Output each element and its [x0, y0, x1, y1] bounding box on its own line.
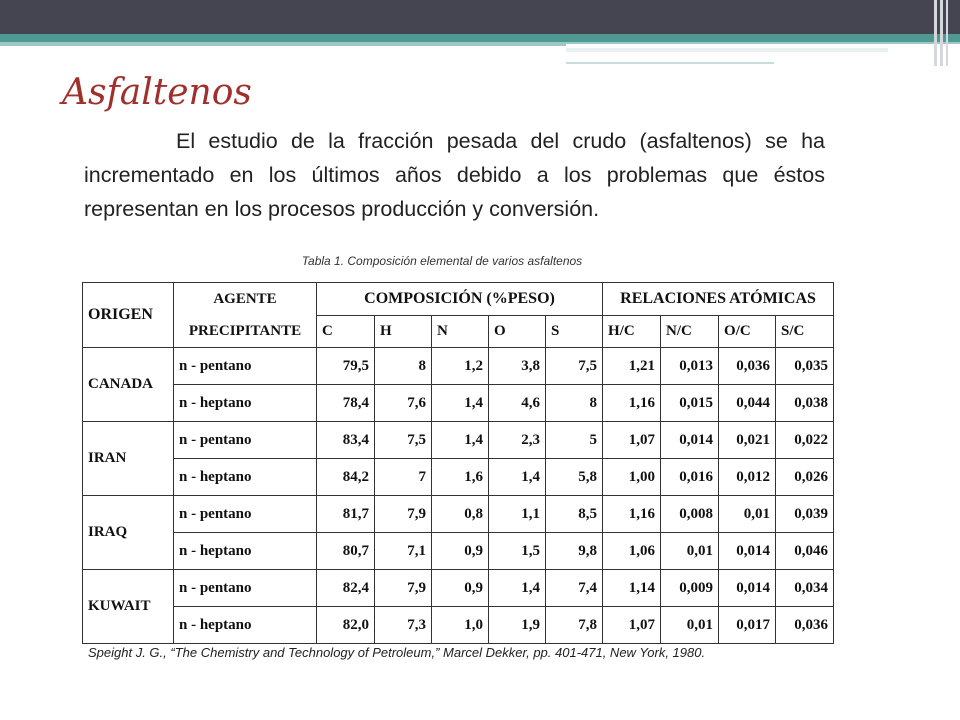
accent-line	[566, 48, 888, 52]
value-cell: 8,5	[546, 496, 603, 533]
value-cell: 0,038	[776, 385, 834, 422]
col-header: N	[432, 316, 489, 348]
col-header: O/C	[719, 316, 776, 348]
decorative-stripe	[940, 0, 943, 66]
value-cell: 0,036	[719, 348, 776, 385]
value-cell: 80,7	[317, 533, 375, 570]
value-cell: 8	[546, 385, 603, 422]
value-cell: 0,039	[776, 496, 834, 533]
agent-cell: n - heptano	[174, 607, 317, 644]
origin-cell: CANADA	[83, 348, 174, 422]
value-cell: 1,14	[603, 570, 661, 607]
value-cell: 0,017	[719, 607, 776, 644]
table-row	[83, 348, 834, 385]
table-row	[83, 570, 834, 607]
value-cell: 0,012	[719, 459, 776, 496]
value-cell: 0,9	[432, 570, 489, 607]
agent-cell: n - pentano	[174, 496, 317, 533]
value-cell: 1,1	[489, 496, 546, 533]
agent-cell: n - pentano	[174, 348, 317, 385]
value-cell: 0,035	[776, 348, 834, 385]
value-cell: 1,07	[603, 422, 661, 459]
origin-cell: IRAQ	[83, 496, 174, 570]
table-body	[83, 348, 834, 644]
value-cell: 0,046	[776, 533, 834, 570]
value-cell: 78,4	[317, 385, 375, 422]
value-cell: 7,5	[375, 422, 432, 459]
value-cell: 7,4	[546, 570, 603, 607]
col-header: C	[317, 316, 375, 348]
origin-cell: KUWAIT	[83, 570, 174, 644]
value-cell: 1,16	[603, 385, 661, 422]
value-cell: 7,8	[546, 607, 603, 644]
value-cell: 0,044	[719, 385, 776, 422]
value-cell: 5	[546, 422, 603, 459]
value-cell: 1,4	[432, 422, 489, 459]
value-cell: 1,4	[489, 570, 546, 607]
accent-line	[566, 62, 774, 64]
agent-cell: n - heptano	[174, 385, 317, 422]
header-row	[83, 283, 834, 316]
table-row	[83, 459, 834, 496]
value-cell: 0,008	[661, 496, 719, 533]
value-cell: 0,022	[776, 422, 834, 459]
value-cell: 0,014	[719, 570, 776, 607]
value-cell: 7,6	[375, 385, 432, 422]
table-caption: Tabla 1. Composición elemental de varios asfaltenos	[301, 254, 583, 268]
value-cell: 5,8	[546, 459, 603, 496]
value-cell: 1,4	[432, 385, 489, 422]
col-header: S	[546, 316, 603, 348]
value-cell: 7,5	[546, 348, 603, 385]
value-cell: 7,9	[375, 496, 432, 533]
value-cell: 0,026	[776, 459, 834, 496]
agent-cell: n - heptano	[174, 533, 317, 570]
value-cell: 1,16	[603, 496, 661, 533]
col-header: H/C	[603, 316, 661, 348]
accent-band	[0, 34, 960, 42]
value-cell: 0,013	[661, 348, 719, 385]
value-cell: 1,6	[432, 459, 489, 496]
accent-line	[0, 42, 566, 46]
value-cell: 83,4	[317, 422, 375, 459]
col-header: S/C	[776, 316, 834, 348]
col-header: H	[375, 316, 432, 348]
agent-cell: n - pentano	[174, 422, 317, 459]
value-cell: 0,01	[661, 533, 719, 570]
intro-paragraph: El estudio de la fracción pesada del crudo (asfaltenos) se ha incrementado en los últimos años debido a los problemas que éstos representan en los procesos producción y conversión.	[84, 129, 825, 221]
value-cell: 8	[375, 348, 432, 385]
top-bar	[0, 0, 960, 34]
value-cell: 7,3	[375, 607, 432, 644]
value-cell: 0,01	[661, 607, 719, 644]
col-header: N/C	[661, 316, 719, 348]
slide-title: Asfaltenos	[62, 72, 252, 113]
value-cell: 82,0	[317, 607, 375, 644]
agent-header	[174, 283, 317, 348]
decorative-stripe	[946, 0, 948, 66]
value-cell: 1,21	[603, 348, 661, 385]
value-cell: 1,0	[432, 607, 489, 644]
col-header: O	[489, 316, 546, 348]
value-cell: 0,021	[719, 422, 776, 459]
composition-header: COMPOSICIÓN (%PESO)	[317, 283, 603, 316]
value-cell: 1,07	[603, 607, 661, 644]
value-cell: 1,9	[489, 607, 546, 644]
value-cell: 1,2	[432, 348, 489, 385]
value-cell: 0,014	[719, 533, 776, 570]
value-cell: 1,5	[489, 533, 546, 570]
decorative-stripe	[934, 0, 937, 66]
table-row	[83, 496, 834, 533]
origin-header: ORIGEN	[83, 283, 174, 348]
value-cell: 0,036	[776, 607, 834, 644]
value-cell: 3,8	[489, 348, 546, 385]
value-cell: 0,9	[432, 533, 489, 570]
accent-line	[566, 42, 960, 44]
value-cell: 81,7	[317, 496, 375, 533]
value-cell: 82,4	[317, 570, 375, 607]
value-cell: 7,1	[375, 533, 432, 570]
reference-citation: Speight J. G., “The Chemistry and Technology of Petroleum,” Marcel Dekker, pp. 401-471, New York, 1980.	[88, 645, 706, 660]
table-row	[83, 422, 834, 459]
table-row	[83, 533, 834, 570]
value-cell: 0,016	[661, 459, 719, 496]
value-cell: 4,6	[489, 385, 546, 422]
agent-header-line1: AGENTE	[213, 291, 277, 307]
value-cell: 7	[375, 459, 432, 496]
value-cell: 79,5	[317, 348, 375, 385]
table-row	[83, 385, 834, 422]
value-cell: 9,8	[546, 533, 603, 570]
value-cell: 0,014	[661, 422, 719, 459]
atomic-ratios-header: RELACIONES ATÓMICAS	[603, 283, 834, 316]
value-cell: 1,06	[603, 533, 661, 570]
value-cell: 1,4	[489, 459, 546, 496]
table-row	[83, 607, 834, 644]
agent-cell: n - pentano	[174, 570, 317, 607]
value-cell: 2,3	[489, 422, 546, 459]
agent-cell: n - heptano	[174, 459, 317, 496]
agent-header-line2: PRECIPITANTE	[188, 323, 302, 339]
asphaltene-composition-table	[82, 282, 834, 644]
origin-cell: IRAN	[83, 422, 174, 496]
value-cell: 0,034	[776, 570, 834, 607]
value-cell: 1,00	[603, 459, 661, 496]
value-cell: 84,2	[317, 459, 375, 496]
value-cell: 0,015	[661, 385, 719, 422]
value-cell: 0,009	[661, 570, 719, 607]
value-cell: 0,01	[719, 496, 776, 533]
value-cell: 7,9	[375, 570, 432, 607]
value-cell: 0,8	[432, 496, 489, 533]
